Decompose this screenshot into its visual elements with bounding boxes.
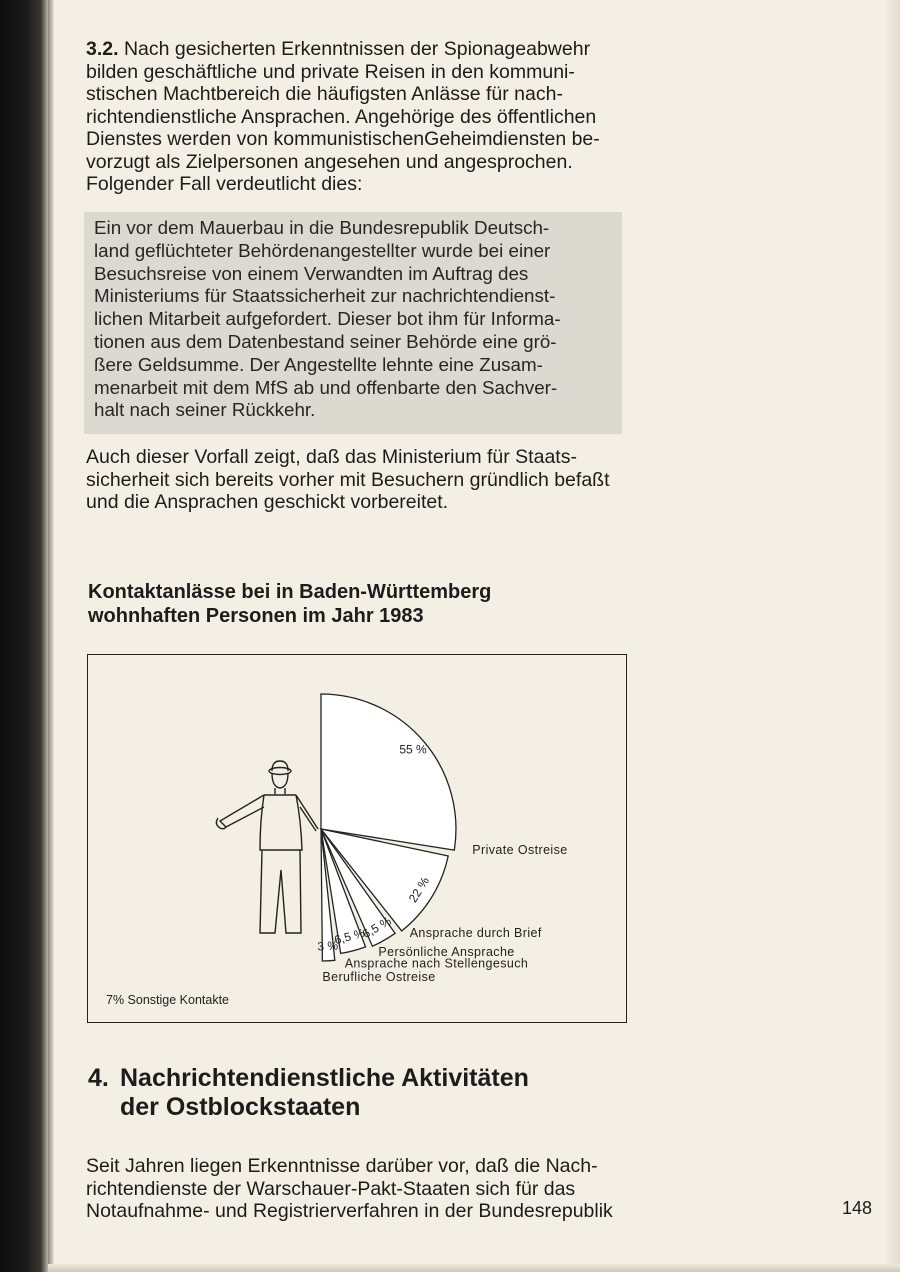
- case-line: halt nach seiner Rückkehr.: [94, 399, 316, 421]
- closing-line: Seit Jahren liegen Erkenntnisse darüber vor, daß die Nach-: [86, 1155, 598, 1177]
- slice-category-label: Persönliche Ansprache: [378, 945, 515, 960]
- intro-line: vorzugt als Zielpersonen angesehen und angesprochen.: [86, 150, 573, 173]
- section-4-number: 4.: [88, 1064, 109, 1092]
- case-line: Ministeriums für Staatssicherheit zur nachrichtendienst-: [94, 285, 556, 307]
- followup-line: und die Ansprachen geschickt vorbereitet.: [86, 491, 449, 513]
- slice-category-label: Ansprache nach Stellengesuch: [344, 956, 529, 971]
- section-4-title-line: der Ostblockstaaten: [120, 1093, 361, 1121]
- case-line: lichen Mitarbeit aufgefordert. Dieser bot ihm für Informa-: [94, 308, 561, 330]
- man-figure-illustration: [216, 761, 318, 933]
- slice-category-label: Private Ostreise: [472, 843, 568, 858]
- page-right-edge: [884, 0, 900, 1272]
- section-number: 3.2.: [86, 38, 119, 60]
- followup-line: Auch dieser Vorfall zeigt, daß das Ministerium für Staats-: [86, 446, 577, 468]
- intro-line: richtendienstliche Ansprachen. Angehörige des öffentlichen: [86, 105, 597, 128]
- chart-heading: [88, 580, 648, 628]
- followup-line: sicherheit sich bereits vorher mit Besuchern gründlich befaßt: [86, 468, 610, 491]
- case-line: land geflüchteter Behördenangestellter wurde bei einer: [94, 239, 551, 261]
- intro-line: Folgender Fall verdeutlicht dies:: [86, 173, 363, 195]
- book-spine: [0, 0, 48, 1272]
- page-number: 148: [842, 1198, 873, 1218]
- pie-slice: [321, 694, 456, 850]
- chart-heading-line: Kontaktanlässe bei in Baden-Württemberg: [88, 581, 492, 603]
- slice-value-label: 22 %: [405, 874, 433, 905]
- case-line: tionen aus dem Datenbestand seiner Behörde eine grö-: [94, 330, 557, 352]
- case-example-text: [94, 217, 622, 422]
- slice-value-label: 6,5 %: [359, 913, 394, 942]
- closing-paragraph: [86, 1155, 626, 1223]
- section-4-title-line: Nachrichtendienstliche Aktivitäten: [120, 1064, 529, 1092]
- case-example-box: [84, 212, 622, 434]
- slice-value-label: 55 %: [399, 742, 427, 757]
- slice-value-label: 3 %: [317, 938, 339, 954]
- case-line: menarbeit mit dem MfS ab und offenbarte den Sachver-: [94, 376, 558, 398]
- closing-line: richtendienste der Warschauer-Pakt-Staaten sich für das: [86, 1177, 576, 1200]
- intro-line: Nach gesicherten Erkenntnissen der Spionageabwehr: [123, 38, 591, 60]
- chart-svg: [88, 655, 628, 1024]
- other-contacts-label: 7% Sonstige Kontakte: [106, 993, 229, 1007]
- followup-paragraph: [86, 446, 626, 514]
- closing-line: Notaufnahme- und Registrierverfahren in der Bundesrepublik: [86, 1200, 613, 1222]
- intro-line: Dienstes werden von kommunistischenGeheimdiensten be-: [86, 128, 600, 150]
- contact-reasons-chart: [87, 654, 627, 1023]
- case-line: Ein vor dem Mauerbau in die Bundesrepublik Deutsch-: [94, 217, 550, 238]
- case-line: ßere Geldsumme. Der Angestellte lehnte eine Zusam-: [94, 353, 543, 375]
- intro-line: stischen Machtbereich die häufigsten Anlässe für nach-: [86, 83, 563, 105]
- case-line: Besuchsreise von einem Verwandten im Auftrag des: [94, 262, 529, 284]
- slice-category-label: Ansprache durch Brief: [409, 925, 542, 940]
- intro-line: bilden geschäftliche und private Reisen in den kommuni-: [86, 60, 575, 83]
- page-gutter: [48, 0, 54, 1272]
- chart-heading-line: wohnhaften Personen im Jahr 1983: [88, 605, 424, 627]
- section-4-heading: [88, 1064, 648, 1122]
- slice-category-label: Berufliche Ostreise: [322, 970, 436, 984]
- slice-value-label: 6,5 %: [332, 925, 367, 948]
- intro-paragraph: [86, 38, 626, 196]
- page-bottom-edge: [48, 1264, 900, 1272]
